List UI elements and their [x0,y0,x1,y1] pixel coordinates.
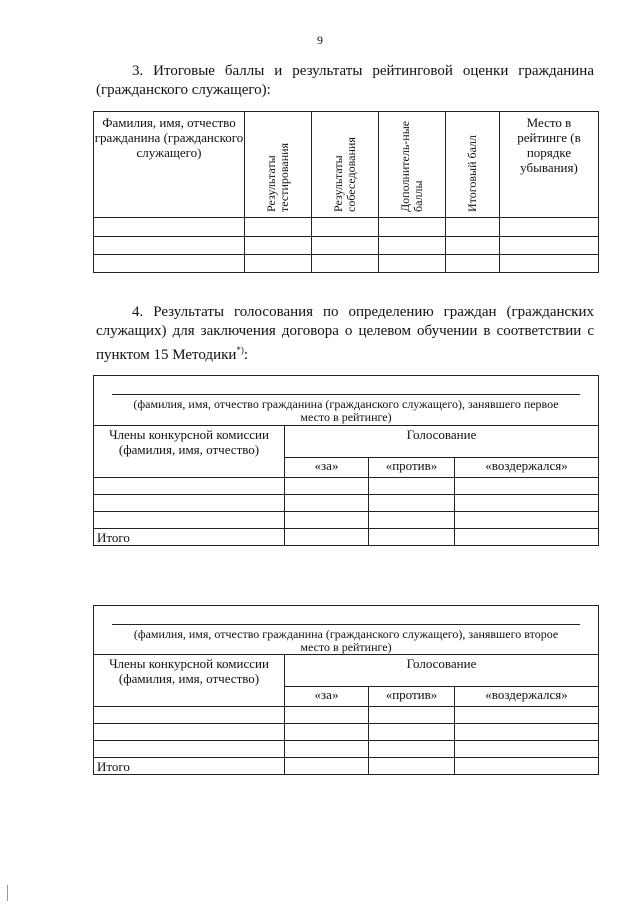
table-row [94,724,599,741]
colon: : [243,347,249,363]
footnote-mark: *) [236,345,244,355]
header-extra-points: Дополнитель-ные баллы [379,112,446,218]
header-fio: Фамилия, имя, отчество гражданина (гражданского служащего) [94,112,245,218]
page-number: 9 [317,33,323,47]
candidate-caption: (фамилия, имя, отчество гражданина (гражданского служащего), занявшего второе место в рейтинге) [94,606,599,655]
total-label: Итого [94,758,285,775]
vote-table-second-place [93,605,599,775]
candidate-caption: (фамилия, имя, отчество гражданина (гражданского служащего), занявшего первое место в рейтинге) [94,376,599,426]
scan-edge-mark [7,885,10,901]
section-3-label: 3. Итоговые баллы и результаты рейтинговой оценки гражданина (гражданского служащего): [96,63,594,98]
table-row [94,741,599,758]
voting-header: Голосование [285,426,599,458]
section-4-text [96,303,594,365]
vote-against-header: «против» [369,687,455,707]
table-row [94,529,599,546]
table-row [94,237,599,255]
table-row [94,495,599,512]
table-row [94,758,599,775]
members-header: Члены конкурсной комиссии (фамилия, имя, отчество) [94,426,285,478]
header-total-score: Итоговый балл [446,112,500,218]
vote-table-first-place [93,375,599,546]
section-4-label: 4. Результаты голосования по определению граждан (гражданских служащих) для заключения договора о целевом обучении в соответствии с пунктом 15 Методики [96,304,594,363]
vote-abstain-header: «воздержался» [455,458,599,478]
vote-abstain-header: «воздержался» [455,687,599,707]
section-3-text [96,62,594,100]
table-row [94,255,599,273]
members-header: Члены конкурсной комиссии (фамилия, имя, отчество) [94,655,285,707]
voting-header: Голосование [285,655,599,687]
table-row [94,512,599,529]
header-rating-place: Место в рейтинге (в порядке убывания) [500,112,599,218]
table-row [94,707,599,724]
rating-results-table [93,111,599,273]
table-row [94,478,599,495]
table-row [94,218,599,237]
vote-against-header: «против» [369,458,455,478]
vote-for-header: «за» [285,687,369,707]
header-interview: Результаты собеседования [312,112,379,218]
total-label: Итого [94,529,285,546]
header-testing: Результаты тестирования [245,112,312,218]
vote-for-header: «за» [285,458,369,478]
